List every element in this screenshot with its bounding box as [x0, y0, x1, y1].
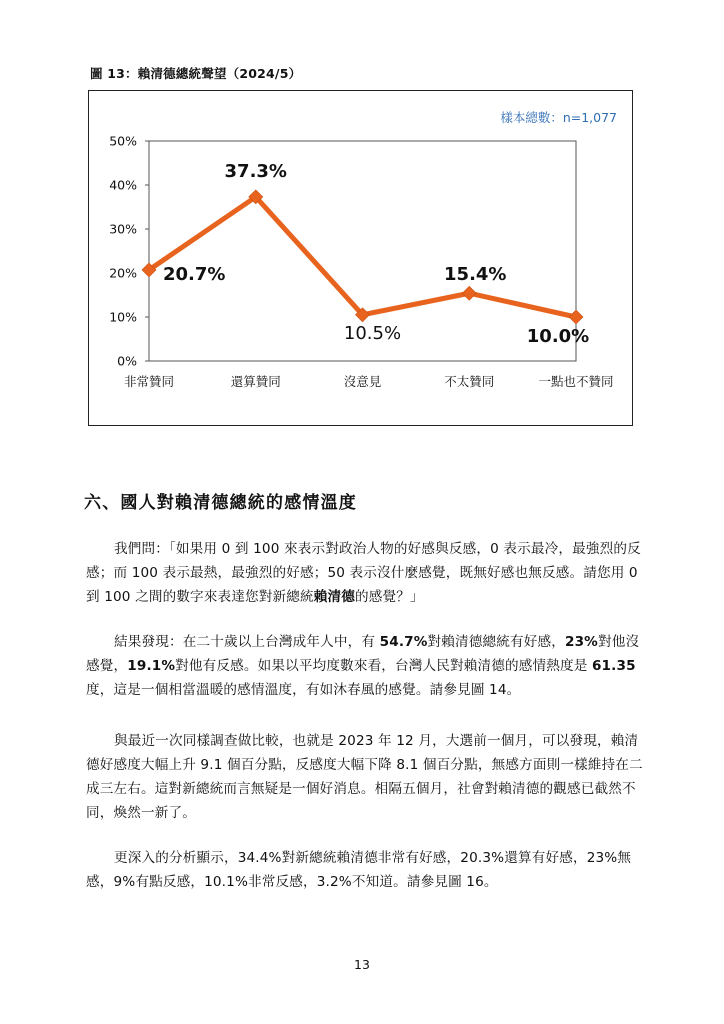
- sample-size-note: 樣本總數：n=1,077: [500, 110, 617, 125]
- paragraph-analysis: 更深入的分析顯示，34.4%對新總統賴清德非常有好感，20.3%還算有好感，23%無感，9%有點反感，10.1%非常反感，3.2%不知道。請參見圖 16。: [86, 850, 632, 890]
- y-tick-label: 40%: [109, 177, 137, 193]
- data-label: 15.4%: [444, 264, 507, 286]
- approval-line-chart: [89, 91, 634, 427]
- paragraph-comparison: 與最近一次同樣調查做比較，也就是 2023 年 12 月，大選前一個月，可以發現，賴清德好感度大幅上升 9.1 個百分點，反感度大幅下降 8.1 個百分點，無感方面則一樣維持在二成三左右。這對新總統而言無疑是一個好消息。相隔五個月，社會對賴清德的觀感已截然不同，煥然一新了。: [86, 733, 643, 821]
- figure-caption: 圖 13：賴清德總統聲望（2024/5）: [90, 66, 302, 81]
- x-tick-label: 不太贊同: [444, 374, 495, 389]
- x-tick-label: 還算贊同: [230, 374, 281, 389]
- section-heading: 六、國人對賴清德總統的感情溫度: [84, 493, 357, 513]
- x-tick-label: 非常贊同: [123, 374, 175, 389]
- data-label: 37.3%: [224, 160, 287, 182]
- chart-frame: [88, 90, 633, 426]
- x-tick-label: 一點也不贊同: [538, 374, 614, 389]
- paragraph-question: 我們問：「如果用 0 到 100 來表示對政治人物的好感與反感，0 表示最冷，最強烈的反感；而 100 表示最熱，最強烈的好感；50 表示沒什麼感覺，既無好感也無反感。請您用 0 到 100 之間的數字來表達您對新總統賴清德的感覺？」: [86, 541, 641, 605]
- y-tick-label: 30%: [109, 221, 137, 237]
- y-tick-label: 0%: [117, 353, 137, 369]
- data-point-marker: [462, 286, 476, 300]
- y-tick-label: 50%: [109, 133, 137, 149]
- y-tick-label: 20%: [109, 265, 137, 281]
- data-label: 20.7%: [163, 263, 226, 285]
- x-tick-label: 沒意見: [343, 374, 382, 389]
- series-line: [149, 197, 576, 317]
- data-point-marker: [569, 310, 583, 324]
- data-label: 10.0%: [526, 326, 590, 347]
- paragraph-findings: 結果發現：在二十歲以上台灣成年人中，有 54.7%對賴清德總統有好感，23%對他沒感覺，19.1%對他有反感。如果以平均度數來看，台灣人民對賴清德的感情熱度是 61.35 度，這是一個相當溫暖的感情溫度，有如沐春風的感覺。請參見圖 14。: [86, 634, 640, 698]
- page-number: 13: [354, 957, 370, 972]
- y-tick-label: 10%: [109, 309, 137, 325]
- data-label: 10.5%: [343, 322, 402, 344]
